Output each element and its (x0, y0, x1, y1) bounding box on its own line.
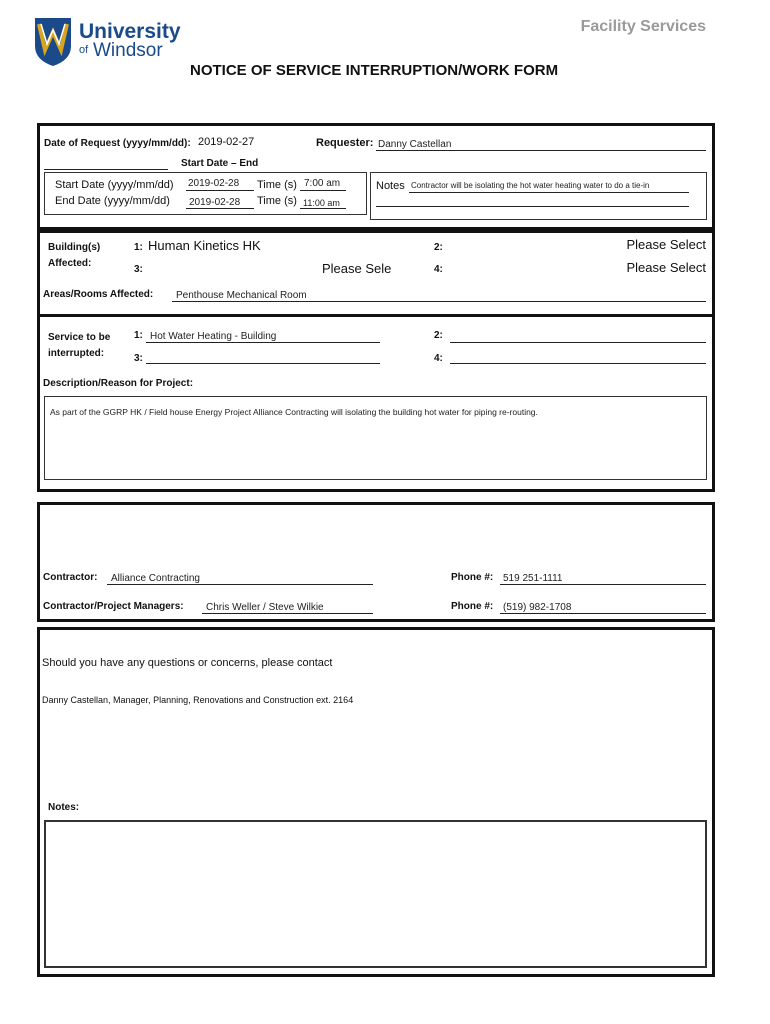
end-date-field[interactable]: 2019-02-28 (189, 197, 241, 208)
date-of-request-label: Date of Request (yyyy/mm/dd): (44, 138, 191, 149)
service-2-field[interactable] (450, 342, 706, 343)
service-1-underline (146, 342, 380, 343)
end-date-label: End Date (yyyy/mm/dd) (55, 195, 170, 207)
department-name: Facility Services (580, 18, 706, 35)
description-text: As part of the GGRP HK / Field house Energy Project Alliance Contracting will isolating the building hot water for piping re-routing. (50, 407, 538, 417)
phone-2-field[interactable]: (519) 982-1708 (503, 602, 572, 613)
start-date-field[interactable]: 2019-02-28 (188, 178, 240, 189)
phone-1-underline (500, 584, 706, 585)
date-of-request-field[interactable]: 2019-02-27 (198, 136, 255, 148)
blank-underline (44, 169, 168, 170)
end-time-label: Time (s) (257, 195, 297, 207)
start-date-label: Start Date (yyyy/mm/dd) (55, 179, 174, 191)
notes-box (370, 172, 707, 220)
phone-2-label: Phone #: (451, 601, 494, 612)
requester-field[interactable]: Danny Castellan (378, 139, 452, 150)
building-2-number: 2: (434, 242, 443, 253)
building-4-number: 4: (434, 264, 443, 275)
contractor-underline (107, 584, 373, 585)
managers-underline (202, 613, 373, 614)
service-4-number: 4: (434, 353, 443, 364)
service-2-number: 2: (434, 330, 443, 341)
end-time-field[interactable]: 11:00 am (303, 198, 340, 208)
contact-person-text: Danny Castellan, Manager, Planning, Renovations and Construction ext. 2164 (42, 695, 354, 705)
contractor-label: Contractor: (43, 572, 98, 583)
areas-field[interactable]: Penthouse Mechanical Room (176, 290, 307, 301)
building-1-number: 1: (134, 242, 143, 253)
areas-label: Areas/Rooms Affected: (43, 289, 154, 300)
service-3-field[interactable] (146, 363, 380, 364)
start-end-heading: Start Date – End (181, 158, 259, 169)
end-date-underline (186, 208, 254, 209)
start-time-label: Time (s) (257, 179, 297, 191)
requester-underline (376, 150, 706, 151)
service-1-number: 1: (134, 330, 143, 341)
description-label: Description/Reason for Project: (43, 378, 194, 389)
university-logo (33, 16, 181, 73)
notes-underline-2 (376, 206, 689, 207)
notes-textarea[interactable] (44, 820, 707, 968)
service-label-line1: Service to be (48, 332, 111, 343)
contractor-field[interactable]: Alliance Contracting (111, 573, 200, 584)
logo-windsor-text: Windsor (93, 40, 163, 61)
form-title: NOTICE OF SERVICE INTERRUPTION/WORK FORM (190, 62, 559, 79)
buildings-label-line1: Building(s) (48, 242, 101, 253)
building-3-number: 3: (134, 264, 143, 275)
shield-icon (33, 16, 73, 68)
building-1-select[interactable]: Human Kinetics HK (148, 238, 261, 253)
areas-underline (172, 301, 706, 302)
building-3-select[interactable]: Please Sele (322, 261, 392, 276)
buildings-label-line2: Affected: (48, 258, 92, 269)
notes-label: Notes (376, 180, 405, 192)
start-time-field[interactable]: 7:00 am (304, 178, 341, 189)
notes-underline-1 (409, 192, 689, 193)
contact-intro-text: Should you have any questions or concerns, please contact (42, 657, 333, 669)
service-label-line2: interrupted: (48, 348, 105, 359)
start-date-underline (186, 190, 254, 191)
logo-university-text: University (79, 20, 181, 43)
service-4-field[interactable] (450, 363, 706, 364)
service-3-number: 3: (134, 353, 143, 364)
start-time-underline (300, 190, 346, 191)
phone-1-label: Phone #: (451, 572, 494, 583)
managers-field[interactable]: Chris Weller / Steve Wilkie (206, 602, 324, 613)
phone-1-field[interactable]: 519 251-1111 (503, 573, 563, 584)
service-1-field[interactable]: Hot Water Heating - Building (150, 331, 277, 342)
requester-label: Requester: (316, 137, 374, 149)
building-4-select[interactable]: Please Select (626, 260, 706, 275)
notes-section-label: Notes: (48, 802, 80, 813)
managers-label: Contractor/Project Managers: (43, 601, 184, 612)
phone-2-underline (500, 613, 706, 614)
notes-field[interactable]: Contractor will be isolating the hot water heating water to do a tie-in (411, 181, 650, 190)
building-2-select[interactable]: Please Select (626, 237, 706, 252)
end-time-underline (300, 208, 346, 209)
logo-of-text: of (79, 44, 89, 56)
